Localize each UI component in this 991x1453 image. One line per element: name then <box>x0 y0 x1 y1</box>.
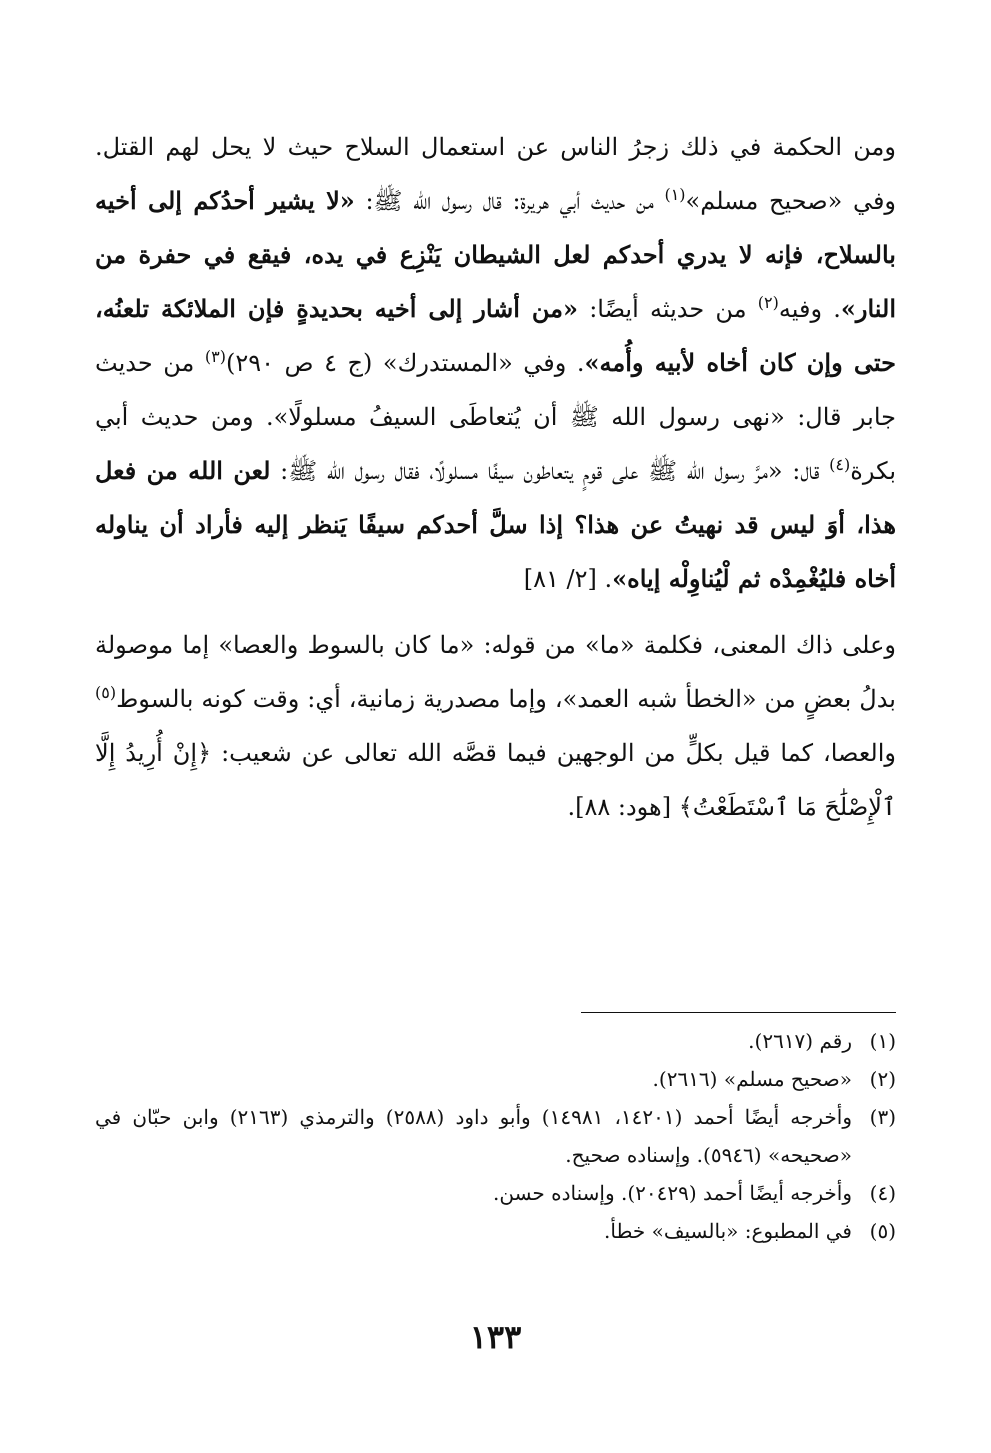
footnote-1 <box>95 1022 896 1060</box>
footnote-5 <box>95 1212 896 1250</box>
footnote-2 <box>95 1060 896 1098</box>
footnote-reference-2: (٢) <box>757 293 779 312</box>
paragraph-1-text-h: . [٢/ ٨١] <box>523 565 613 593</box>
paragraph-2 <box>95 618 896 834</box>
paragraph-2-text-a: وعلى ذاك المعنى، فكلمة «ما» من قوله: «ما كان بالسوط والعصا» إما موصولة بدلُ بعضٍ من «الخطأ شبه العمد»، وإما مصدرية زمانية، أي: وقت كونه بالسوط <box>95 631 896 713</box>
footnote-4 <box>95 1174 896 1212</box>
page-number: ١٣٣ <box>469 1318 522 1356</box>
paragraph-2-text-b: والعصا، كما قيل بكلٍّ من الوجهين فيما قصَّه الله تعالى عن شعيب: ﴿إِنْ أُرِيدُ إِلَّا ٱلْإِصْلَٰحَ مَا ٱسْتَطَعْتُ﴾ [هود: ٨٨]. <box>95 739 896 821</box>
main-text <box>95 120 896 834</box>
footnote-number: (٥) <box>869 1219 896 1243</box>
footnote-reference-3: (٣) <box>204 347 226 366</box>
paragraph-1-text-a: ومن الحكمة في ذلك زجرُ الناس عن استعمال السلاح حيث لا يحل لهم القتل. وفي «صحيح مسلم» <box>95 133 897 215</box>
paragraph-1-text-d: من حديثه أيضًا: <box>578 295 758 323</box>
footnote-separator <box>581 1012 896 1013</box>
paragraph-1-text-b: من حديث أبي هريرة: قال رسول الله ﷺ: <box>354 187 665 215</box>
paragraph-1 <box>95 120 896 606</box>
footnote-reference-4: (٤) <box>829 455 851 474</box>
footnotes <box>95 1022 896 1250</box>
hadith-quote-3: لعن الله من فعل هذا، أوَ ليس قد نهيتُ عن هذا؟ إذا سلَّ أحدكم سيفًا يَنظر إليه فأراد أن يناوله أخاه فليُغْمِدْه ثم لْيُناوِلْه إياه» <box>95 456 896 593</box>
footnote-text: «صحيح مسلم» (٢٦١٦). <box>652 1067 852 1091</box>
footnote-text: وأخرجه أيضًا أحمد (١٤٢٠١، ١٤٩٨١) وأبو داود (٢٥٨٨) والترمذي (٢١٦٣) وابن حبّان في «صحيحه» (٥٩٤٦). وإسناده صحيح. <box>95 1105 852 1167</box>
paragraph-1-text-e: . وفي «المستدرك» (ج ٤ ص ٢٩٠) <box>225 349 585 377</box>
footnote-text: رقم (٢٦١٧). <box>748 1029 852 1053</box>
footnote-text: في المطبوع: «بالسيف» خطأ. <box>604 1219 852 1243</box>
paragraph-1-text-f: من حديث جابر قال: «نهى رسول الله ﷺ أن يُتعاطَى السيفُ مسلولًا». ومن حديث أبي بكرة <box>95 349 896 485</box>
footnote-number: (١) <box>869 1029 896 1053</box>
paragraph-1-text-c: . وفيه <box>778 295 841 323</box>
footnote-number: (٢) <box>869 1067 896 1091</box>
hadith-quote-2: «من أشار إلى أخيه بحديدةٍ فإن الملائكة تلعنُه، حتى وإن كان أخاه لأبيه وأُمه» <box>95 294 897 377</box>
footnote-reference-1: (١) <box>664 185 686 204</box>
hadith-quote-1: «لا يشير أحدُكم إلى أخيه بالسلاح، فإنه لا يدري أحدكم لعل الشيطان يَنْزِع في يده، فيقع في حفرة من النار» <box>95 186 896 323</box>
footnote-reference-5: (٥) <box>95 683 117 702</box>
footnote-text: وأخرجه أيضًا أحمد (٢٠٤٢٩). وإسناده حسن. <box>493 1181 852 1205</box>
footnote-number: (٣) <box>869 1105 896 1129</box>
footnote-3 <box>95 1098 896 1174</box>
footnote-number: (٤) <box>869 1181 896 1205</box>
paragraph-1-text-g: قال: «مرَّ رسول الله ﷺ على قومٍ يتعاطون سيفًا مسلولًا، فقال رسول الله ﷺ: <box>270 457 830 485</box>
